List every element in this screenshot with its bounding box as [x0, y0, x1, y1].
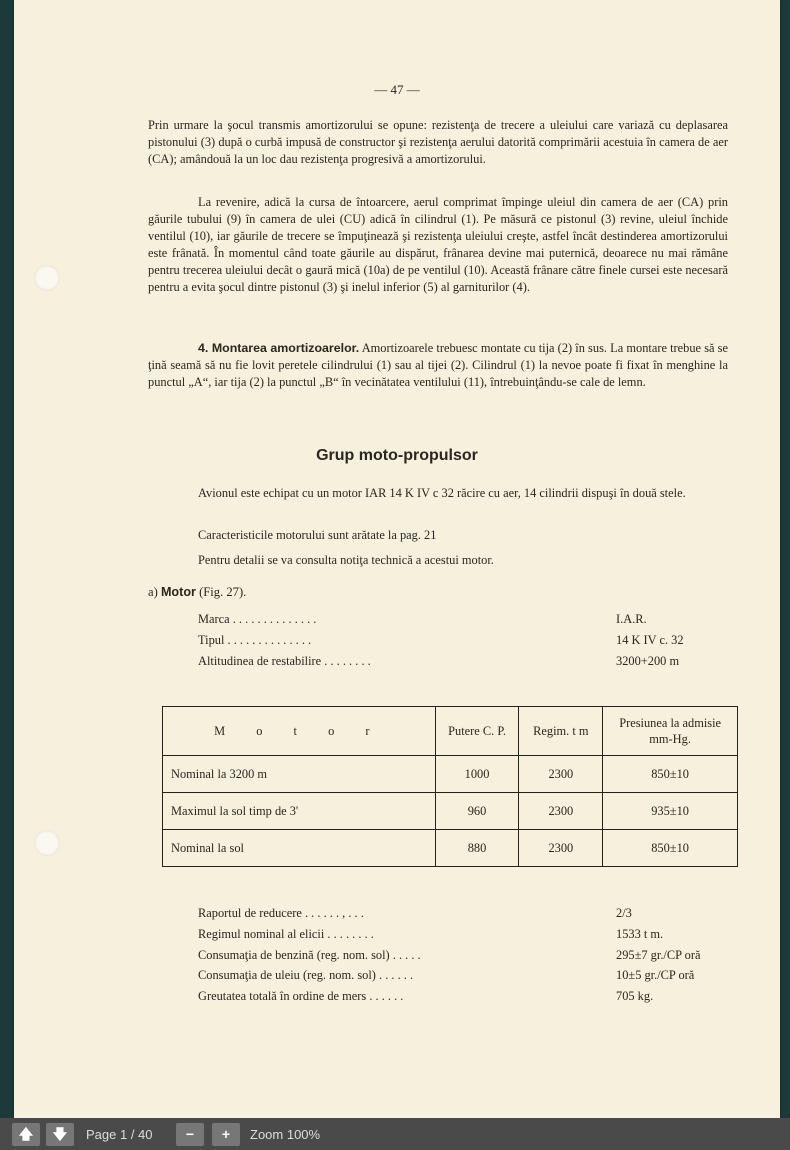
prev-page-button[interactable]: [12, 1123, 40, 1146]
zoom-in-button[interactable]: [212, 1123, 240, 1146]
spec-label: Marca . . . . . . . . . . . . . .: [198, 612, 317, 626]
cell-pressure: 935±10: [603, 793, 738, 830]
spec-value: 705 kg.: [616, 989, 654, 1003]
cell-pressure: 850±10: [603, 830, 738, 867]
header-regim: Regim. t m: [519, 707, 603, 756]
paragraph-4: [148, 485, 728, 502]
spec-value: 14 K IV c. 32: [616, 633, 684, 647]
motor-prefix: a): [148, 585, 161, 599]
table-header-row: [163, 707, 738, 756]
table-row: [163, 793, 738, 830]
header-putere: Putere C. P.: [435, 707, 519, 756]
plus-icon: +: [221, 1126, 231, 1142]
viewer-toolbar: [0, 1118, 790, 1150]
paragraph-3: [148, 340, 728, 391]
spec-value: 2/3: [616, 906, 632, 920]
details-line: Pentru detalii se va consulta notiţa technică a acestui motor.: [198, 553, 494, 567]
cell-rpm: 2300: [519, 756, 603, 793]
spec-label: Consumaţia de benzină (reg. nom. sol) . . . . .: [198, 948, 421, 962]
spec-value: 1533 t m.: [616, 927, 664, 941]
spec-label: Raportul de reducere . . . . . . , . . .: [198, 906, 364, 920]
motor-suffix: (Fig. 27).: [195, 585, 247, 599]
cell-power: 1000: [435, 756, 519, 793]
cell-power: 960: [435, 793, 519, 830]
spec-label: Consumaţia de uleiu (reg. nom. sol) . . . . . .: [198, 968, 414, 982]
arrow-down-icon: 🡇: [52, 1126, 68, 1142]
zoom-indicator: Zoom 100%: [250, 1127, 321, 1142]
punch-hole-top: [34, 265, 60, 291]
cell-mode: Nominal la sol: [163, 830, 436, 867]
section-title: 4. Montarea amortizoarelor.: [198, 341, 360, 355]
motor-subheading: [148, 585, 246, 600]
header-motor: M o t o r: [163, 707, 436, 756]
arrow-up-icon: 🡅: [18, 1126, 34, 1142]
section-heading: Grup moto-propulsor: [316, 447, 478, 464]
motor-bold: Motor: [160, 585, 196, 599]
spec-label: Regimul nominal al elicii . . . . . . . .: [198, 927, 374, 941]
table-row: [163, 756, 738, 793]
header-presiunea: Presiunea la admisie mm-Hg.: [603, 707, 738, 756]
paragraph-2-text: La revenire, adică la cursa de întoarcere, aerul comprimat împinge uleiul din camera de aer (CA) prin găurile tubului (9) în camera de ulei (CU) adică în cilindrul (1). Pe măsură ce pistonul (3) revine, uleiul închide ventilul (10), iar găurile de trecere se împuţinează şi rezistenţa uleiului creşte, astfel încât destinderea amortizorului este frânată. În momentul când toate găurile au dispărut, frânarea devine mai puternică, deoarece nu mai rămâne pentru trecerea uleiului decât o gaură mică (10a) de pe ventilul (10). Această frânare către finele cursei este necesară pentru a evita şocul dintre pistonul (3) şi inelul inferior (5) al garniturilor (4).: [148, 195, 728, 294]
paragraph-4-text: Avionul este echipat cu un motor IAR 14 K IV c 32 răcire cu aer, 14 cilindrii dispuşi în două stele.: [198, 486, 686, 500]
spec-value: 3200+200 m: [616, 654, 680, 668]
spec-label: Tipul . . . . . . . . . . . . . .: [198, 633, 312, 647]
next-page-button[interactable]: [46, 1123, 74, 1146]
motor-table: [162, 706, 738, 867]
page-indicator: Page 1 / 40: [86, 1127, 153, 1142]
page-number: — 47 —: [374, 82, 420, 97]
cell-mode: Maximul la sol timp de 3': [163, 793, 436, 830]
cell-power: 880: [435, 830, 519, 867]
characteristics-line: Caracteristicile motorului sunt arătate la pag. 21: [198, 528, 437, 542]
table-row: [163, 830, 738, 867]
cell-rpm: 2300: [519, 830, 603, 867]
document-page: [14, 0, 780, 1118]
cell-pressure: 850±10: [603, 756, 738, 793]
spec-value: I.A.R.: [616, 612, 647, 626]
cell-mode: Nominal la 3200 m: [163, 756, 436, 793]
zoom-out-button[interactable]: [176, 1123, 204, 1146]
paragraph-1: [148, 117, 728, 168]
spec-value: 295±7 gr./CP oră: [616, 948, 701, 962]
paragraph-2: [148, 194, 728, 296]
spec-label: Altitudinea de restabilire . . . . . . . .: [198, 654, 371, 668]
spec-label: Greutatea totală în ordine de mers . . . . . .: [198, 989, 404, 1003]
spec-value: 10±5 gr./CP oră: [616, 968, 695, 982]
minus-icon: −: [185, 1126, 195, 1142]
paragraph-1-text: Prin urmare la şocul transmis amortizorului se opune: rezistenţa de trecere a uleiului care variază cu deplasarea pistonului (3) după o curbă impusă de constructor şi rezistenţa aerului datorită comprimării acestuia în camera de aer (CA); amândouă la un loc dau rezistenţa progresivă a amortizorului.: [148, 118, 728, 166]
paragraph-3-text: Amortizoarele trebuesc montate cu tija (2) în sus. La montare trebue să se ţină seamă să nu fie lovit peretele cilindrului (1) sau al tijei (2). Cilindrul (1) la nevoe poate fi fixat în menghine la punctul „A“, iar tija (2) la punctul „B“ în vecinătatea ventilului (11), întrebuinţându-se cale de lemn.: [148, 341, 728, 389]
punch-hole-bottom: [34, 830, 60, 856]
cell-rpm: 2300: [519, 793, 603, 830]
